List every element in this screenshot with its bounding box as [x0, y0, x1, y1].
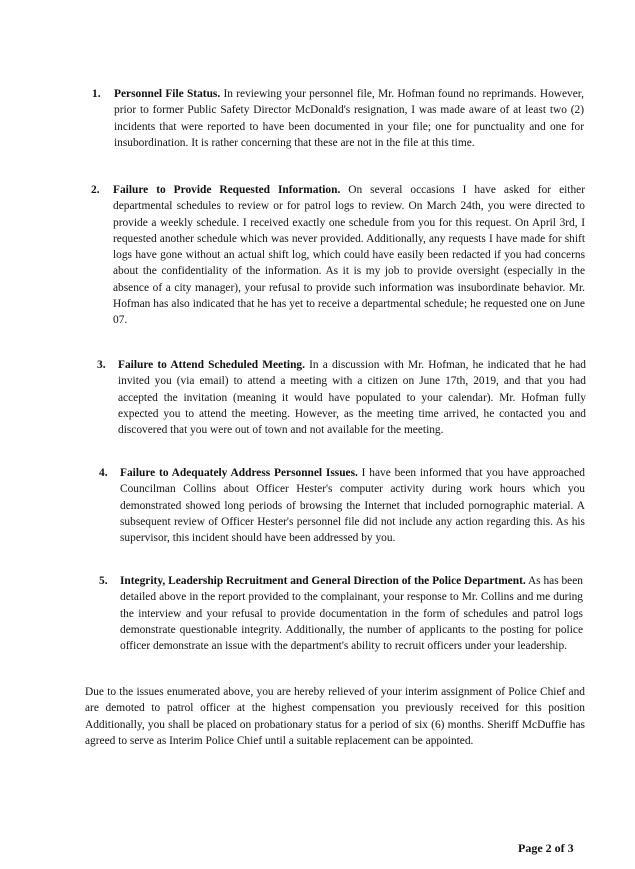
- item-text: [114, 86, 584, 151]
- item-text: [120, 465, 585, 546]
- list-item: [99, 357, 586, 438]
- item-heading: Failure to Adequately Address Personnel Issues.: [120, 467, 358, 479]
- item-number: 5.: [99, 575, 108, 587]
- item-number: 3.: [97, 359, 106, 371]
- item-text: [113, 182, 585, 329]
- closing-paragraph: Due to the issues enumerated above, you are hereby relieved of your interim assignment of Police Chief and are demoted to patrol officer at the highest compensation you previously received for this position Additionally, you shall be placed on probationary status for a period of six (6) months. Sheriff McDuffie has agreed to serve as Interim Police Chief until a suitable replacement can be appointed.: [85, 686, 585, 747]
- item-heading: Failure to Provide Requested Information.: [113, 184, 341, 196]
- item-text: [120, 573, 583, 654]
- list-item: [92, 86, 584, 151]
- list-item: [101, 465, 585, 546]
- list-item: [91, 182, 585, 329]
- item-text: [118, 357, 586, 438]
- item-body: I have been informed that you have approached Councilman Collins about Officer Hester's computer activity during work hours which you demonstrated showed long periods of browsing the Internet that included pornographic material. A subsequent review of Officer Hester's personnel file did not include any action regarding this. As his supervisor, this incident should have been addressed by you.: [120, 467, 585, 545]
- item-body: In a discussion with Mr. Hofman, he indicated that he had invited you (via email) to attend a meeting with a citizen on June 17th, 2019, and that you had accepted the invitation (meaning it would have populated to your calendar). Mr. Hofman fully expected you to attend the meeting. However, as the meeting time arrived, he contacted you and discovered that you were out of town and not available for the meeting.: [118, 359, 586, 437]
- item-body: On several occasions I have asked for either departmental schedules to review or for patrol logs to review. On March 24th, you were directed to provide a weekly schedule. I received exactly one schedule from you for this request. On April 3rd, I requested another schedule which was never provided. Additionally, any requests I have made for shift logs have gone without an actual shift log, which could have easily been redacted if you had concerns about the confidentiality of the information. As it is my job to provide oversight (especially in the absence of a city manager), your refusal to provide such information was insubordinate behavior. Mr. Hofman has also indicated that he has yet to receive a departmental schedule; he requested one on June 07.: [113, 184, 585, 327]
- item-body: As has been detailed above in the report provided to the complainant, your response to Mr. Collins and me during the interview and your refusal to provide documentation in the form of schedules and patrol logs demonstrate questionable integrity. Additionally, the number of applicants to the posting for police officer demonstrate an issue with the department's ability to recruit officers under your leadership.: [120, 575, 583, 653]
- item-heading: Integrity, Leadership Recruitment and General Direction of the Police Department.: [120, 575, 526, 587]
- item-body: In reviewing your personnel file, Mr. Hofman found no reprimands. However, prior to former Public Safety Director McDonald's resignation, I was made aware of at least two (2) incidents that were reported to have been documented in your file; one for punctuality and one for insubordination. It is rather concerning that these are not in the file at this time.: [114, 88, 584, 149]
- item-number: 1.: [92, 88, 101, 100]
- item-number: 2.: [91, 184, 100, 196]
- item-heading: Failure to Attend Scheduled Meeting.: [118, 359, 305, 371]
- item-heading: Personnel File Status.: [114, 88, 221, 100]
- item-number: 4.: [99, 467, 108, 479]
- list-item: [101, 573, 583, 654]
- page-number: Page 2 of 3: [518, 841, 574, 855]
